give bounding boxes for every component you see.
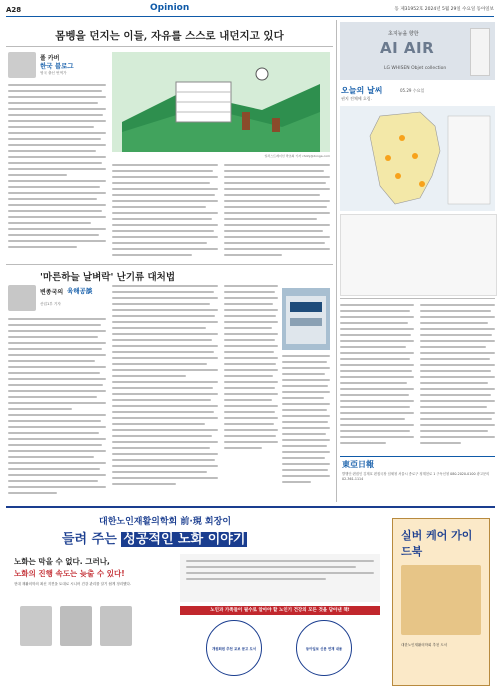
column2-text-middle <box>112 285 218 500</box>
ad-product: AI AIR <box>380 39 435 57</box>
ad-headline-2-highlight: 성공적인 노화 이야기 <box>123 532 246 547</box>
masthead-logo: 東亞日報 <box>342 459 374 469</box>
author-role: 영국 출신 번역가 <box>40 71 67 75</box>
column2-title: 육해공談 <box>67 287 93 295</box>
ad-info-box <box>180 554 380 602</box>
column2-author-name: 변종국의 <box>40 289 64 296</box>
column2-text-right <box>224 285 278 500</box>
column1-headline: 몸벵을 던지는 이들, 자유를 스스로 내던지고 있다 <box>55 30 284 42</box>
weather-map <box>340 106 495 211</box>
ad-headline-2 <box>62 528 247 547</box>
ad-brand: LG WHISEN Objet collection <box>384 66 447 71</box>
recommend-badge: 개원회원 추천 교보 문고 도서 <box>206 620 262 676</box>
ad-quote-2: 노화의 진행 속도는 늦출 수 있다! <box>14 569 125 578</box>
doctor-photo-3 <box>100 606 132 646</box>
issue-info: 동 제31952호 2024년 5월 29일 수요일 동아일보 <box>394 7 494 12</box>
column2-headline: '마른하늘 날벼락' 난기류 대처법 <box>40 272 176 283</box>
column1-text-right <box>224 164 330 260</box>
page-number: A28 <box>6 6 22 14</box>
airplane-photo <box>282 288 330 350</box>
author-photo-byun <box>8 285 36 311</box>
column-title: 한국 블로그 <box>40 62 74 70</box>
aircon-product-image <box>470 28 490 76</box>
section-divider <box>6 264 333 265</box>
author-photo-paul-carver <box>8 52 36 78</box>
serial-badge: 동아일보 신문 연재 내용 <box>296 620 352 676</box>
weather-forecast-table <box>340 214 497 296</box>
right-article-text-left <box>340 304 414 454</box>
column1-text-left <box>8 84 106 260</box>
header-rule <box>6 16 494 17</box>
column2-text-far-right <box>282 355 330 500</box>
ad-red-banner: 노인과 가족들이 필수로 알아야 할 노인기 건강의 모든 것을 담아낸 책! <box>180 606 380 615</box>
book-subtitle: 대한노인재활의학회 추천 도서 <box>401 643 448 647</box>
column1-text-middle <box>112 164 218 260</box>
book-cover[interactable] <box>392 518 490 686</box>
doctor-photo-2 <box>60 606 92 646</box>
column2-author-role: 산업1부 기자 <box>40 302 61 306</box>
book-advertisement[interactable] <box>6 506 495 690</box>
right-column-rule <box>336 20 337 502</box>
ad-tagline: 초지능을 향한 <box>388 31 419 37</box>
ad-headline-1: 대한노인재활의학회 前·現 회장이 <box>99 517 232 527</box>
weather-title: 오늘의 날씨 <box>341 86 383 95</box>
illustration-image <box>112 52 330 152</box>
ad-quote-1: 노화는 막을 수 없다. 그러나, <box>14 557 110 566</box>
right-article-text-right <box>420 304 495 454</box>
book-title: 실버 케어 가이드북 <box>401 529 473 558</box>
masthead-info: 발행인·편집인 김재호 편집국장 임채청 서울시 종로구 청계천로 1 구독신청 080-2020-0100 광고문의 02-361-1114 <box>342 472 490 481</box>
doctor-photo-1 <box>20 606 52 646</box>
weather-divider <box>340 298 495 299</box>
masthead-rule <box>340 456 495 457</box>
author-name: 폴 카버 <box>40 55 60 62</box>
section-title: Opinion <box>150 3 190 13</box>
lg-aircon-ad[interactable] <box>340 22 495 80</box>
ad-description: 현대 재활의학의 최신 지견을 토대로 시니어 건강 관리를 알기 쉽게 정리했다. <box>14 582 132 586</box>
illustration-caption: 일러스트레이션 박초희 기자 chohj@donga.com <box>264 154 330 158</box>
weather-date: 05.29 수요일 <box>400 88 425 93</box>
headline-rule <box>6 46 333 47</box>
weather-summary: 권지 전체에 흐림. <box>341 96 372 101</box>
column2-text-left <box>8 318 106 500</box>
ad-headline-2-prefix: 들려 주는 <box>62 532 117 547</box>
book-illustration <box>401 565 481 635</box>
